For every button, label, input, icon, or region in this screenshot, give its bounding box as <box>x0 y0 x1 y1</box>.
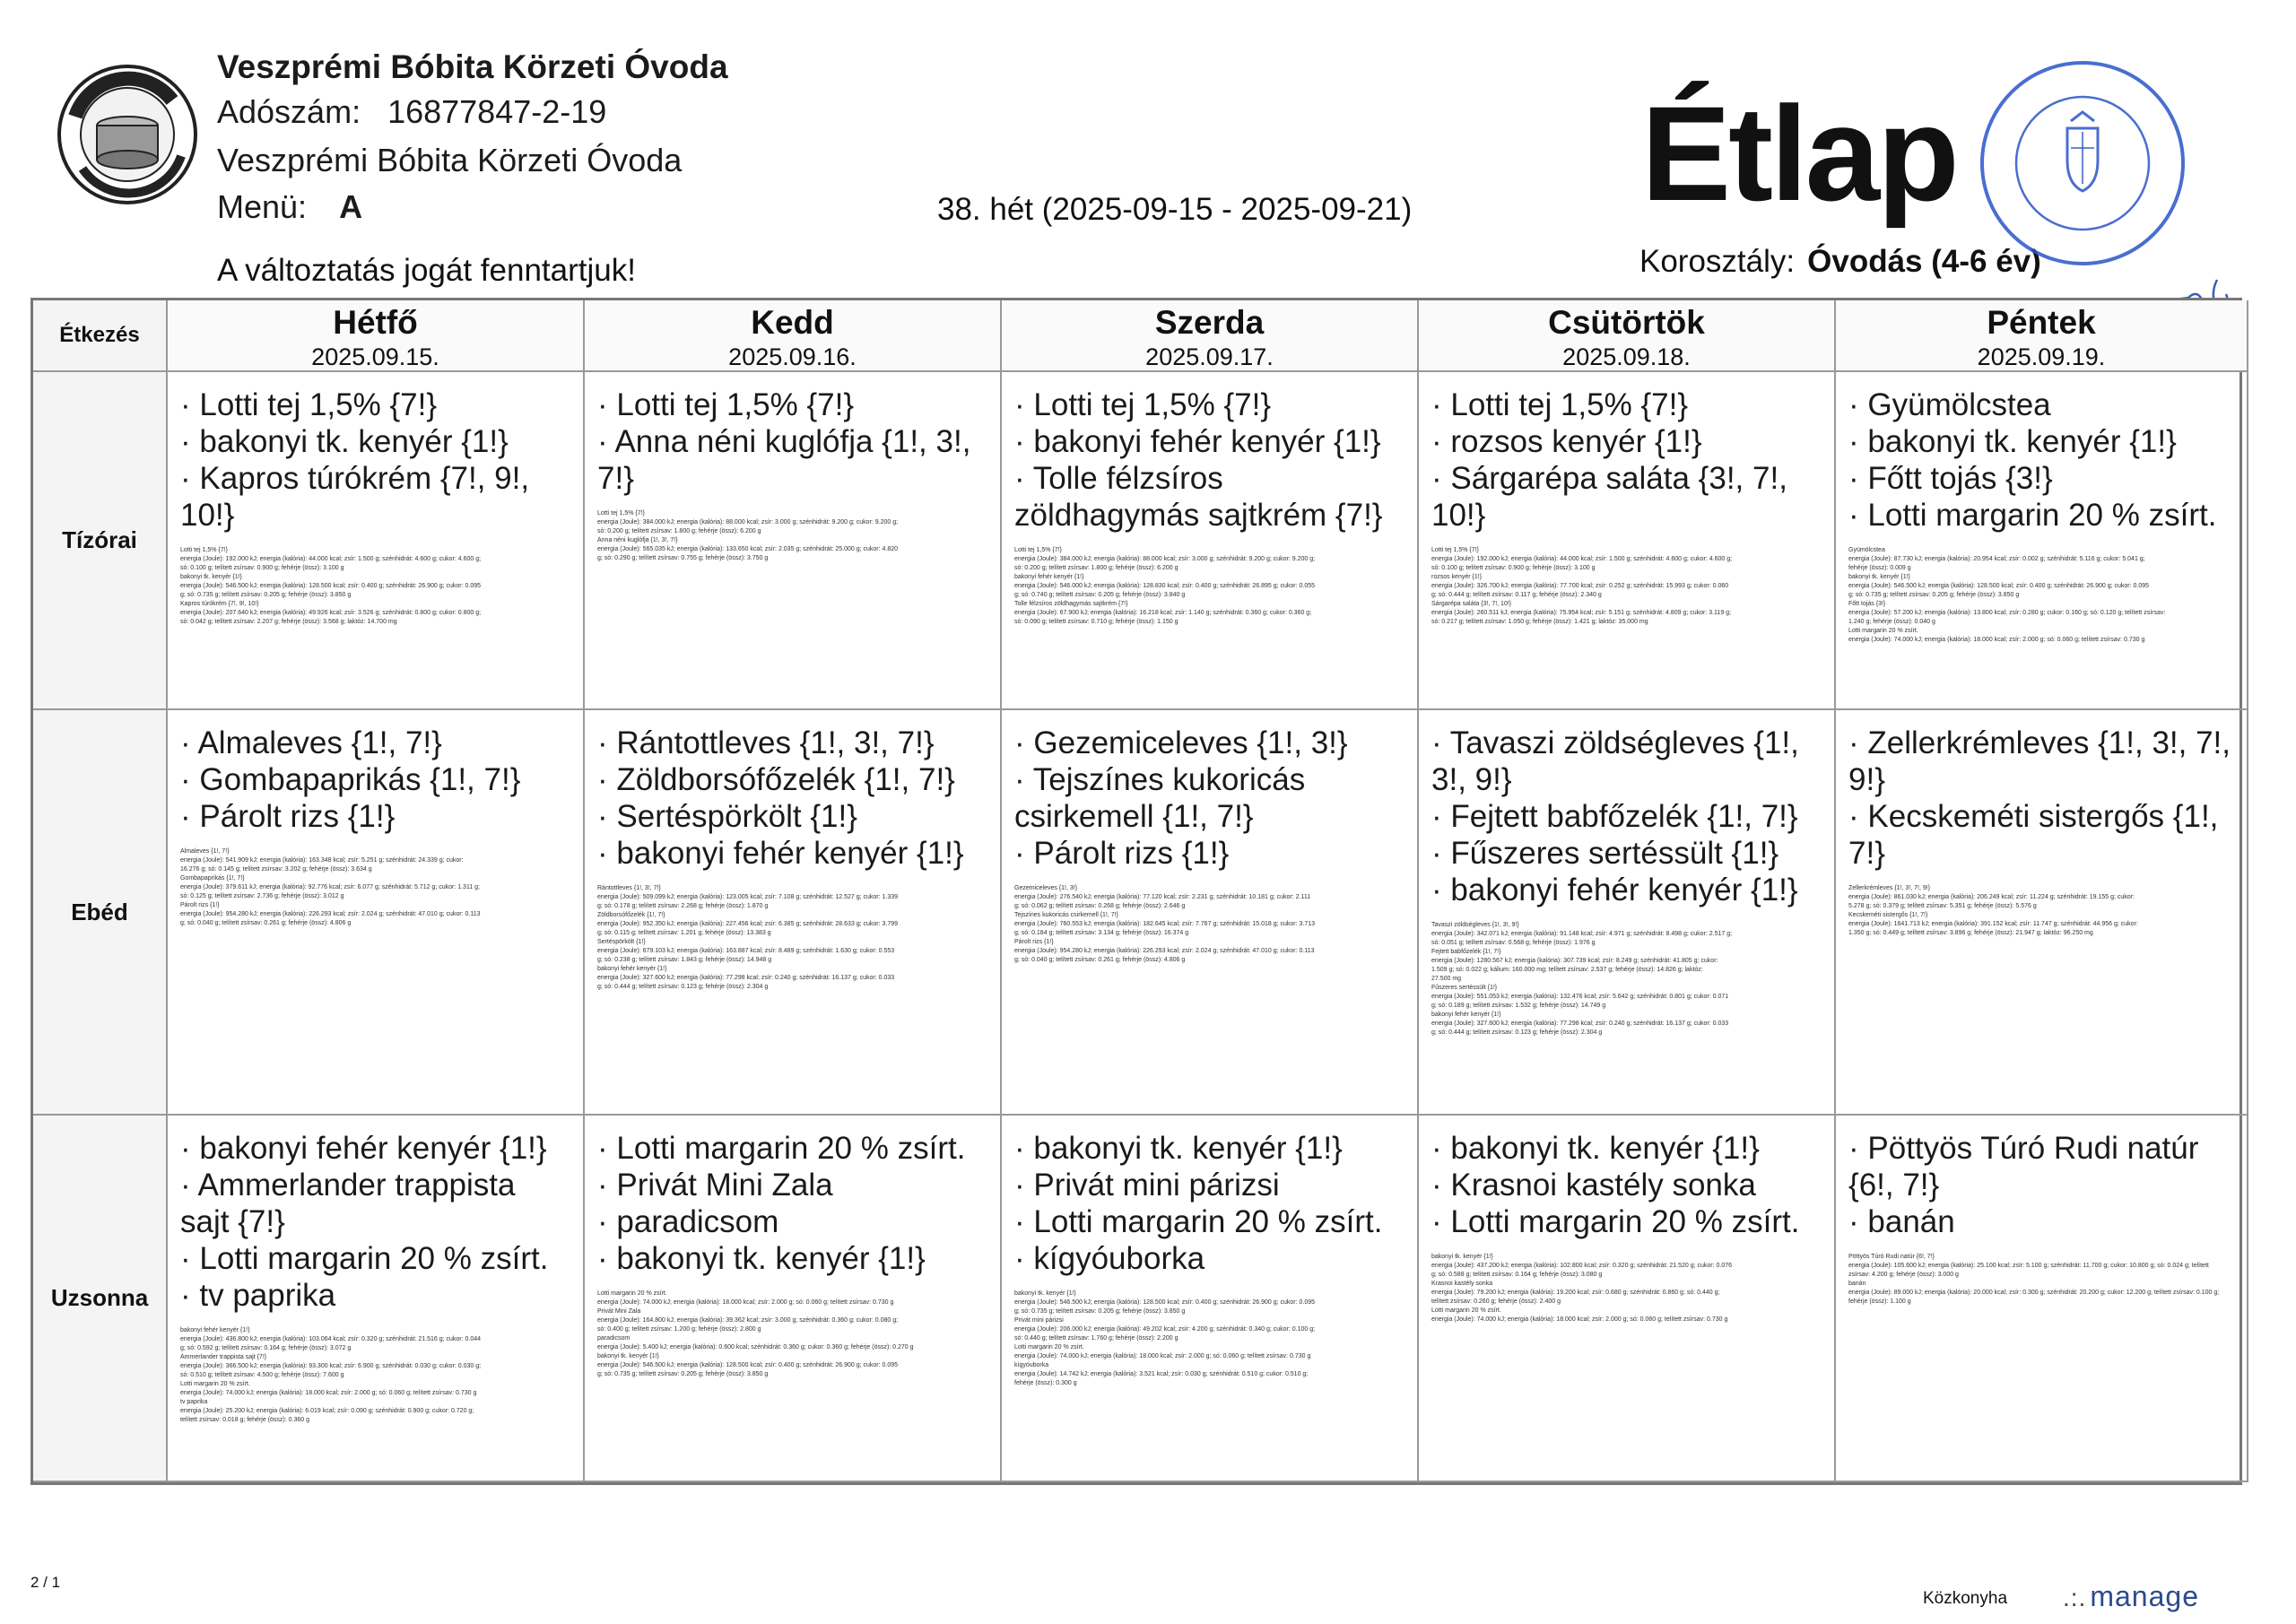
nutrition-line: g; só: 0.444 g; telített zsírsav: 0.117 g; fehérje (össz): 2.340 g <box>1431 592 1602 598</box>
menu-item: · Főtt tojás {3!} <box>1848 460 2236 497</box>
nutrition-line: energia (Joule): 679.103 kJ; energia (kalória): 163.887 kcal; zsír: 8.489 g; szénhidrát: 1.630 g; cukor: 0.553 <box>597 948 895 954</box>
nutrition-info <box>597 1290 989 1379</box>
menu-cell <box>1419 372 1836 710</box>
menu-items <box>1014 1130 1406 1277</box>
nutrition-line: energia (Joule): 541.909 kJ; energia (kalória): 163.348 kcal; zsír: 5.251 g; szénhidrát: 24.339 g; cukor: <box>180 857 464 864</box>
menu-item: · rozsos kenyér {1!} <box>1431 423 1823 460</box>
nutrition-line: Lotti tej 1,5% {7!} <box>1014 547 1062 553</box>
nutrition-line: Gombapaprikás {1!, 7!} <box>180 875 245 881</box>
menu-cell <box>1836 372 2248 710</box>
menu-items <box>1848 725 2236 872</box>
nutrition-line: energia (Joule): 1280.567 kJ; energia (kalória): 307.739 kcal; zsír: 8.249 g; szénhidrát: 41.805 g; cukor: <box>1431 958 1718 964</box>
nutrition-line: Sertéspörkölt {1!} <box>597 939 646 945</box>
menu-item: · Zellerkrémleves {1!, 3!, 7!, 9!} <box>1848 725 2236 798</box>
nutrition-line: g; só: 0.115 g; telített zsírsav: 1.201 g; fehérje (össz): 13.383 g <box>597 930 771 936</box>
menu-item: · Tejszínes kukoricás csirkemell {1!, 7!} <box>1014 761 1406 835</box>
nutrition-line: Gyümölcstea <box>1848 547 1885 553</box>
age-value: Óvodás (4-6 év) <box>1807 244 2041 279</box>
nutrition-line: Főtt tojás {3!} <box>1848 601 1886 607</box>
nutrition-line: Tavaszi zöldségleves {1!, 3!, 9!} <box>1431 922 1519 928</box>
official-stamp <box>1978 58 2188 269</box>
nutrition-line: Pöttyös Túró Rudi natúr {6!, 7!} <box>1848 1254 1935 1260</box>
nutrition-line: fehérje (össz): 1.100 g <box>1848 1298 1911 1305</box>
nutrition-info <box>597 509 989 563</box>
nutrition-line: energia (Joule): 326.700 kJ; energia (kalória): 77.700 kcal; zsír: 0.252 g; szénhidrát: 15.993 g; cukor: 0.060 <box>1431 583 1729 589</box>
menu-item: · Lotti tej 1,5% {7!} <box>1431 386 1823 423</box>
tax-number <box>217 93 606 131</box>
nutrition-line: Fejtett babfőzelék {1!, 7!} <box>1431 949 1501 955</box>
menu-item: · Fűszeres sertéssült {1!} <box>1431 835 1823 872</box>
day-date: 2025.09.17. <box>1145 343 1274 370</box>
menu-code <box>217 188 362 226</box>
institution-name-2: Veszprémi Bóbita Körzeti Óvoda <box>217 142 683 178</box>
nutrition-line: energia (Joule): 366.500 kJ; energia (kalória): 93.300 kcal; zsír: 6.900 g; szénhidrát: 0.030 g; cukor: 0.030 g; <box>180 1363 482 1369</box>
menu-item: · bakonyi fehér kenyér {1!} <box>180 1130 572 1167</box>
nutrition-line: energia (Joule): 384.000 kJ; energia (kalória): 88.000 kcal; zsír: 3.000 g; szénhidrát: 9.200 g; cukor: 9.200 g; <box>597 519 899 525</box>
menu-items <box>597 386 989 497</box>
menu-item: · Lotti tej 1,5% {7!} <box>597 386 989 423</box>
nutrition-line: só: 0.100 g; telített zsírsav: 0.900 g; fehérje (össz): 3.100 g <box>180 565 344 571</box>
nutrition-info <box>1848 546 2236 645</box>
nutrition-info <box>1848 1253 2236 1307</box>
nutrition-line: Fűszeres sertéssült {1!} <box>1431 985 1498 991</box>
nutrition-line: g; só: 0.040 g; telített zsírsav: 0.261 g; fehérje (össz): 4.806 g <box>1014 957 1186 963</box>
day-date: 2025.09.18. <box>1562 343 1691 370</box>
menu-item: · kígyóuborka <box>1014 1240 1406 1277</box>
nutrition-line: Privát Mini Zala <box>597 1308 641 1315</box>
nutrition-line: energia (Joule): 546.500 kJ; energia (kalória): 128.500 kcal; zsír: 0.400 g; szénhidrát: 26.900 g; cukor: 0.095 <box>180 583 482 589</box>
nutrition-line: Lotti margarin 20 % zsírt. <box>597 1290 667 1297</box>
nutrition-line: Almaleves {1!, 7!} <box>180 848 230 855</box>
nutrition-line: 5.278 g; só: 0.379 g; telített zsírsav: 5.351 g; fehérje (össz): 5.576 g <box>1848 903 2037 909</box>
menu-items <box>180 386 572 534</box>
nutrition-line: energia (Joule): 164.800 kJ; energia (kalória): 39.362 kcal; zsír: 3.000 g; szénhidrát: 0.360 g; cukor: 0.080 g; <box>597 1317 899 1324</box>
nutrition-line: Anna néni kuglófja {1!, 3!, 7!} <box>597 537 678 543</box>
manage-brand: manage <box>2090 1580 2199 1612</box>
nutrition-line: energia (Joule): 342.071 kJ; energia (kalória): 91.148 kcal; zsír: 4.971 g; szénhidrát: 8.498 g; cukor: 2.517 g; <box>1431 931 1733 937</box>
nutrition-line: só: 0.090 g; telített zsírsav: 0.710 g; fehérje (össz): 1.150 g <box>1014 619 1178 625</box>
nutrition-line: Lotti margarin 20 % zsírt. <box>1014 1344 1084 1350</box>
nutrition-line: energia (Joule): 25.200 kJ; energia (kalória): 6.019 kcal; zsír: 0.090 g; szénhidrát: 0.900 g; cukor: 0.720 g; <box>180 1408 474 1414</box>
nutrition-line: g; só: 0.735 g; telített zsírsav: 0.205 g; fehérje (össz): 3.850 g <box>597 1371 769 1377</box>
institution-name: Veszprémi Bóbita Körzeti Óvoda <box>217 48 728 85</box>
menu-cell <box>585 1116 1002 1482</box>
nutrition-line: bakonyi tk. kenyér {1!} <box>1431 1254 1493 1260</box>
nutrition-line: telített zsírsav: 0.018 g; fehérje (össz): 0.360 g <box>180 1417 309 1423</box>
menu-item: · Fejtett babfőzelék {1!, 7!} <box>1431 798 1823 835</box>
menu-items <box>1848 386 2236 534</box>
nutrition-info <box>180 546 572 627</box>
menu-cell <box>168 372 585 710</box>
nutrition-line: energia (Joule): 14.742 kJ; energia (kalória): 3.521 kcal; zsír: 0.030 g; szénhidrát: 0.510 g; cukor: 0.510 g; <box>1014 1371 1309 1377</box>
reserve-note: A változtatás jogát fenntartjuk! <box>217 253 636 288</box>
nutrition-line: 1.509 g; só: 0.022 g; kálium: 160.000 mg; telített zsírsav: 2.537 g; fehérje (össz): 14.826 g; laktóz: <box>1431 967 1703 973</box>
nutrition-line: Lotti margarin 20 % zsírt. <box>180 1381 250 1387</box>
nutrition-line: Zellerkrémleves {1!, 3!, 7!, 9!} <box>1848 885 1931 891</box>
nutrition-line: Párolt rizs {1!} <box>1014 939 1054 945</box>
menu-item: · Lotti margarin 20 % zsírt. <box>180 1240 572 1277</box>
nutrition-info <box>180 1326 572 1425</box>
menu-items <box>180 1130 572 1314</box>
menu-item: · bakonyi tk. kenyér {1!} <box>1848 423 2236 460</box>
nutrition-line: energia (Joule): 509.099 kJ; energia (kalória): 123.005 kcal; zsír: 7.108 g; szénhidrát: 12.527 g; cukor: 1.339 <box>597 894 899 900</box>
menu-items <box>1014 725 1406 872</box>
nutrition-line: bakonyi fehér kenyér {1!} <box>1431 1012 1501 1018</box>
footer-kitchen: Közkonyha <box>1923 1589 2008 1608</box>
nutrition-line: Zöldborsófőzelék {1!, 7!} <box>597 912 665 918</box>
day-name: Csütörtök <box>1548 304 1705 341</box>
nutrition-line: energia (Joule): 276.540 kJ; energia (kalória): 77.120 kcal; zsír: 2.231 g; szénhidrát: 10.181 g; cukor: 2.111 <box>1014 894 1311 900</box>
nutrition-line: 27.500 mg <box>1431 976 1462 982</box>
nutrition-line: 1.240 g; fehérje (össz): 0.040 g <box>1848 619 1935 625</box>
menu-item: · Ammerlander trappista sajt {7!} <box>180 1167 572 1240</box>
menu-item: · Gyümölcstea <box>1848 386 2236 423</box>
nutrition-line: Privát mini párizsi <box>1014 1317 1064 1324</box>
day-name: Hétfő <box>333 304 418 341</box>
menu-cell <box>168 710 585 1116</box>
menu-cell <box>1002 710 1419 1116</box>
nutrition-info <box>1014 884 1406 965</box>
nutrition-line: g; só: 0.444 g; telített zsírsav: 0.123 g; fehérje (össz): 2.304 g <box>597 984 769 990</box>
nutrition-info <box>1014 546 1406 627</box>
menu-cell <box>585 710 1002 1116</box>
week-range: 38. hét (2025-09-15 - 2025-09-21) <box>937 192 1413 227</box>
nutrition-line: bakonyi fehér kenyér {1!} <box>597 966 667 972</box>
nutrition-line: fehérje (össz): 0.009 g <box>1848 565 1911 571</box>
nutrition-line: Kapros túrókrém {7!, 9!, 10!} <box>180 601 259 607</box>
menu-cell <box>168 1116 585 1482</box>
nutrition-line: energia (Joule): 954.280 kJ; energia (kalória): 226.293 kcal; zsír: 2.024 g; szénhidrát: 47.010 g; cukor: 0.113 <box>1014 948 1315 954</box>
nutrition-line: g; só: 0.040 g; telített zsírsav: 0.261 g; fehérje (össz): 4.806 g <box>180 920 352 926</box>
nutrition-line: Ammerlander trappista sajt {7!} <box>180 1354 267 1360</box>
nutrition-line: paradicsom <box>597 1335 631 1342</box>
nutrition-line: g; só: 0.735 g; telített zsírsav: 0.205 g; fehérje (össz): 3.850 g <box>1848 592 2020 598</box>
nutrition-line: só: 0.051 g; telített zsírsav: 0.568 g; fehérje (össz): 1.976 g <box>1431 940 1596 946</box>
menu-item: · bakonyi tk. kenyér {1!} <box>180 423 572 460</box>
menu-cell <box>1419 1116 1836 1482</box>
nutrition-line: Tejszínes kukoricás csirkemell {1!, 7!} <box>1014 912 1118 918</box>
nutrition-line: g; só: 0.238 g; telített zsírsav: 1.843 g; fehérje (össz): 14.948 g <box>597 957 772 963</box>
menu-items <box>597 1130 989 1277</box>
menu-item: · Párolt rizs {1!} <box>1014 835 1406 872</box>
nutrition-line: Párolt rizs {1!} <box>180 902 220 908</box>
day-name: Szerda <box>1154 304 1265 341</box>
nutrition-line: telített zsírsav: 0.260 g; fehérje (össz): 2.400 g <box>1431 1298 1561 1305</box>
menu-item: · Párolt rizs {1!} <box>180 798 572 835</box>
nutrition-line: energia (Joule): 206.000 kJ; energia (kalória): 49.202 kcal; zsír: 4.200 g; szénhidrát: 0.340 g; cukor: 0.100 g; <box>1014 1326 1316 1333</box>
nutrition-line: bakonyi tk. kenyér {1!} <box>597 1353 659 1359</box>
menu-items <box>1848 1130 2236 1240</box>
nutrition-line: Lotti margarin 20 % zsírt. <box>1431 1307 1501 1314</box>
menu-items <box>1431 725 1823 908</box>
nutrition-line: kígyóuborka <box>1014 1362 1049 1368</box>
menu-item: · Kapros túrókrém {7!, 9!, 10!} <box>180 460 572 534</box>
menu-cell <box>1002 1116 1419 1482</box>
nutrition-line: bakonyi tk. kenyér {1!} <box>180 574 242 580</box>
menu-item: · bakonyi tk. kenyér {1!} <box>1431 1130 1823 1167</box>
menu-item: · Lotti margarin 20 % zsírt. <box>597 1130 989 1167</box>
nutrition-line: tv paprika <box>180 1399 208 1405</box>
nutrition-line: energia (Joule): 546.000 kJ; energia (kalória): 128.830 kcal; zsír: 0.400 g; szénhidrát: 26.895 g; cukor: 0.055 <box>1014 583 1316 589</box>
nutrition-line: g; só: 0.189 g; telített zsírsav: 1.532 g; fehérje (össz): 14.749 g <box>1431 1003 1606 1009</box>
menu-item: · Krasnoi kastély sonka <box>1431 1167 1823 1203</box>
meal-label: Uzsonna <box>33 1116 168 1482</box>
nutrition-line: bakonyi fehér kenyér {1!} <box>180 1327 250 1333</box>
day-name: Kedd <box>751 304 834 341</box>
nutrition-line: só: 0.510 g; telített zsírsav: 4.500 g; fehérje (össz): 7.600 g <box>180 1372 344 1378</box>
nutrition-line: energia (Joule): 74.000 kJ; energia (kalória): 18.000 kcal; zsír: 2.000 g; só: 0.060 g; telített zsírsav: 0.730 g <box>1014 1353 1311 1359</box>
menu-label: Menü: <box>217 188 308 225</box>
nutrition-line: g; só: 0.588 g; telített zsírsav: 0.164 g; fehérje (össz): 3.080 g <box>1431 1272 1603 1278</box>
nutrition-line: energia (Joule): 74.000 kJ; energia (kalória): 18.000 kcal; zsír: 2.000 g; só: 0.060 g; telített zsírsav: 0.730 g <box>1848 637 2145 643</box>
menu-item: · Almaleves {1!, 7!} <box>180 725 572 761</box>
menu-item: · Lotti margarin 20 % zsírt. <box>1431 1203 1823 1240</box>
nutrition-info <box>1848 884 2236 938</box>
menu-item: · bakonyi tk. kenyér {1!} <box>1014 1130 1406 1167</box>
menu-item: · bakonyi fehér kenyér {1!} <box>1431 872 1823 908</box>
nutrition-line: energia (Joule): 565.035 kJ; energia (kalória): 133.650 kcal; zsír: 2.035 g; szénhidrát: 25.000 g; cukor: 4.820 <box>597 546 899 552</box>
nutrition-line: energia (Joule): 207.640 kJ; energia (kalória): 49.926 kcal; zsír: 3.526 g; szénhidrát: 0.800 g; cukor: 0.800 g; <box>180 610 482 616</box>
menu-item: · Gezemiceleves {1!, 3!} <box>1014 725 1406 761</box>
nutrition-info <box>1014 1290 1406 1388</box>
nutrition-info <box>597 884 989 992</box>
menu-item: · Sertéspörkölt {1!} <box>597 798 989 835</box>
meal-label: Ebéd <box>33 710 168 1116</box>
nutrition-line: só: 0.200 g; telített zsírsav: 1.800 g; fehérje (össz): 6.200 g <box>1014 565 1178 571</box>
menu-cell <box>585 372 1002 710</box>
nutrition-line: energia (Joule): 546.500 kJ; energia (kalória): 128.500 kcal; zsír: 0.400 g; szénhidrát: 26.900 g; cukor: 0.095 <box>1014 1299 1316 1306</box>
nutrition-line: energia (Joule): 861.030 kJ; energia (kalória): 206.249 kcal; zsír: 11.224 g; szénhidrát: 19.155 g; cukor: <box>1848 894 2135 900</box>
menu-item: · paradicsom <box>597 1203 989 1240</box>
menu-item: · Zöldborsófőzelék {1!, 7!} <box>597 761 989 798</box>
menu-item: · bakonyi fehér kenyér {1!} <box>1014 423 1406 460</box>
day-header <box>168 300 585 372</box>
nutrition-line: fehérje (össz): 0.300 g <box>1014 1380 1077 1386</box>
nutrition-line: bakonyi tk. kenyér {1!} <box>1014 1290 1076 1297</box>
nutrition-info <box>1431 921 1823 1038</box>
menu-item: · Lotti tej 1,5% {7!} <box>1014 386 1406 423</box>
nutrition-line: energia (Joule): 384.000 kJ; energia (kalória): 88.000 kcal; zsír: 3.000 g; szénhidrát: 9.200 g; cukor: 9.200 g; <box>1014 556 1316 562</box>
nutrition-line: energia (Joule): 952.350 kJ; energia (kalória): 227.456 kcal; zsír: 6.385 g; szénhidrát: 28.633 g; cukor: 3.799 <box>597 921 899 927</box>
tax-label: Adószám: <box>217 93 361 130</box>
nutrition-line: energia (Joule): 57.200 kJ; energia (kalória): 13.800 kcal; zsír: 0.280 g; cukor: 0.160 g; só: 0.120 g; telített zsírsav: <box>1848 610 2166 616</box>
menu-item: · Tavaszi zöldségleves {1!, 3!, 9!} <box>1431 725 1823 798</box>
menu-items <box>597 725 989 872</box>
nutrition-line: energia (Joule): 260.511 kJ; energia (kalória): 75.954 kcal; zsír: 5.151 g; szénhidrát: 4.809 g; cukor: 3.119 g; <box>1431 610 1731 616</box>
nutrition-line: energia (Joule): 546.500 kJ; energia (kalória): 128.500 kcal; zsír: 0.400 g; szénhidrát: 26.900 g; cukor: 0.095 <box>1848 583 2150 589</box>
menu-table <box>30 298 2242 1485</box>
nutrition-line: Sárgarépa saláta {3!, 7!, 10!} <box>1431 601 1512 607</box>
nutrition-line: g; só: 0.062 g; telített zsírsav: 0.268 g; fehérje (össz): 2.646 g <box>1014 903 1186 909</box>
nutrition-line: energia (Joule): 327.600 kJ; energia (kalória): 77.298 kcal; zsír: 0.240 g; szénhidrát: 16.137 g; cukor: 0.033 <box>1431 1020 1729 1027</box>
nutrition-line: g; só: 0.184 g; telített zsírsav: 3.134 g; fehérje (össz): 16.374 g <box>1014 930 1189 936</box>
nutrition-line: g; só: 0.592 g; telített zsírsav: 0.164 g; fehérje (össz): 3.072 g <box>180 1345 352 1351</box>
nutrition-line: energia (Joule): 89.000 kJ; energia (kalória): 20.000 kcal; zsír: 0.300 g; szénhidrát: 20.200 g; cukor: 12.200 g; telített zsírsav: 0.100 g; <box>1848 1290 2220 1296</box>
menu-cell <box>1419 710 1836 1116</box>
manage-dots-icon: .:. <box>2063 1584 2087 1611</box>
day-header <box>1419 300 1836 372</box>
nutrition-line: energia (Joule): 379.611 kJ; energia (kalória): 92.776 kcal; zsír: 6.077 g; szénhidrát: 5.712 g; cukor: 1.311 g; <box>180 884 480 890</box>
nutrition-line: só: 0.400 g; telített zsírsav: 1.200 g; fehérje (össz): 2.800 g <box>597 1326 761 1333</box>
menu-item: · bakonyi tk. kenyér {1!} <box>597 1240 989 1277</box>
menu-item: · Kecskeméti sistergős {1!, 7!} <box>1848 798 2236 872</box>
nutrition-line: 1.350 g; só: 0.449 g; telített zsírsav: 3.896 g; fehérje (össz): 21.947 g; laktóz: 96.250 mg <box>1848 930 2093 936</box>
menu-item: · Anna néni kuglófja {1!, 3!, 7!} <box>597 423 989 497</box>
nutrition-line: só: 0.125 g; telített zsírsav: 2.736 g; fehérje (össz): 3.012 g <box>180 893 344 899</box>
day-header <box>1836 300 2248 372</box>
menu-items <box>1431 1130 1823 1240</box>
meal-column-header: Étkezés <box>33 300 168 372</box>
menu-item: · Privát mini párizsi <box>1014 1167 1406 1203</box>
menu-item: · tv paprika <box>180 1277 572 1314</box>
nutrition-line: rozsos kenyér {1!} <box>1431 574 1483 580</box>
nutrition-info <box>180 847 572 928</box>
nutrition-line: energia (Joule): 1641.713 kJ; energia (kalória): 391.152 kcal; zsír: 11.747 g; szénhidrát: 44.956 g; cukor: <box>1848 921 2138 927</box>
nutrition-line: g; só: 0.178 g; telített zsírsav: 2.268 g; fehérje (össz): 1.870 g <box>597 903 769 909</box>
day-name: Péntek <box>1987 304 2096 341</box>
nutrition-info <box>1431 1253 1823 1324</box>
nutrition-line: energia (Joule): 760.553 kJ; energia (kalória): 182.645 kcal; zsír: 7.767 g; szénhidrát: 15.018 g; cukor: 3.713 <box>1014 921 1316 927</box>
nutrition-info <box>1431 546 1823 627</box>
nutrition-line: Lotti margarin 20 % zsírt. <box>1848 628 1918 634</box>
nutrition-line: Rántottleves {1!, 3!, 7!} <box>597 885 661 891</box>
nutrition-line: energia (Joule): 105.600 kJ; energia (kalória): 25.100 kcal; zsír: 5.100 g; szénhidrát: 11.700 g; cukor: 10.800 g; só: 0.024 g; telített <box>1848 1263 2209 1269</box>
page-title: Étlap <box>1641 78 1957 229</box>
menu-items <box>180 725 572 835</box>
nutrition-line: energia (Joule): 192.000 kJ; energia (kalória): 44.000 kcal; zsír: 1.500 g; szénhidrát: 4.600 g; cukor: 4.600 g; <box>1431 556 1733 562</box>
meal-label: Tízórai <box>33 372 168 710</box>
menu-item: · Privát Mini Zala <box>597 1167 989 1203</box>
menu-cell <box>1002 372 1419 710</box>
nutrition-line: Krasnoi kastély sonka <box>1431 1281 1493 1287</box>
menu-item: · Gombapaprikás {1!, 7!} <box>180 761 572 798</box>
nutrition-line: energia (Joule): 87.730 kJ; energia (kalória): 20.954 kcal; zsír: 0.002 g; szénhidrát: 5.116 g; cukor: 5.041 g; <box>1848 556 2145 562</box>
menu-item: · Rántottleves {1!, 3!, 7!} <box>597 725 989 761</box>
menu-item: · Pöttyös Túró Rudi natúr {6!, 7!} <box>1848 1130 2236 1203</box>
menu-value: A <box>339 188 363 225</box>
menu-item: · banán <box>1848 1203 2236 1240</box>
nutrition-line: energia (Joule): 327.600 kJ; energia (kalória): 77.298 kcal; zsír: 0.240 g; szénhidrát: 16.137 g; cukor: 0.033 <box>597 975 895 981</box>
nutrition-line: energia (Joule): 74.000 kJ; energia (kalória): 18.000 kcal; zsír: 2.000 g; só: 0.060 g; telített zsírsav: 0.730 g <box>1431 1316 1728 1323</box>
nutrition-line: só: 0.100 g; telített zsírsav: 0.900 g; fehérje (össz): 3.100 g <box>1431 565 1596 571</box>
nutrition-line: 16.276 g; só: 0.145 g; telített zsírsav: 3.202 g; fehérje (össz): 3.634 g <box>180 866 372 873</box>
nutrition-line: energia (Joule): 192.000 kJ; energia (kalória): 44.000 kcal; zsír: 1.500 g; szénhidrát: 4.600 g; cukor: 4.600 g; <box>180 556 482 562</box>
nutrition-line: Lotti tej 1,5% {7!} <box>597 510 645 517</box>
nutrition-line: Gezemiceleves {1!, 3!} <box>1014 885 1078 891</box>
nutrition-line: g; só: 0.735 g; telített zsírsav: 0.205 g; fehérje (össz): 3.850 g <box>180 592 352 598</box>
day-date: 2025.09.19. <box>1977 343 2106 370</box>
nutrition-line: bakonyi tk. kenyér {1!} <box>1848 574 1910 580</box>
nutrition-line: energia (Joule): 436.800 kJ; energia (kalória): 103.064 kcal; zsír: 0.320 g; szénhidrát: 21.516 g; cukor: 0.044 <box>180 1336 482 1342</box>
nutrition-line: energia (Joule): 74.000 kJ; energia (kalória): 18.000 kcal; zsír: 2.000 g; só: 0.060 g; telített zsírsav: 0.730 g <box>180 1390 477 1396</box>
nutrition-line: energia (Joule): 551.053 kJ; energia (kalória): 132.476 kcal; zsír: 5.642 g; szénhidrát: 0.801 g; cukor: 0.071 <box>1431 994 1729 1000</box>
menu-items <box>1014 386 1406 534</box>
menu-item: · Lotti tej 1,5% {7!} <box>180 386 572 423</box>
nutrition-line: banán <box>1848 1281 1866 1287</box>
kozkonyha-logo <box>56 63 199 206</box>
nutrition-line: energia (Joule): 546.500 kJ; energia (kalória): 128.500 kcal; zsír: 0.400 g; szénhidrát: 26.900 g; cukor: 0.095 <box>597 1362 899 1368</box>
menu-cell <box>1836 710 2248 1116</box>
nutrition-line: g; só: 0.444 g; telített zsírsav: 0.123 g; fehérje (össz): 2.304 g <box>1431 1029 1603 1036</box>
menu-items <box>1431 386 1823 534</box>
menu-cell <box>1836 1116 2248 1482</box>
menu-item: · Tolle félzsíros zöldhagymás sajtkrém {7!} <box>1014 460 1406 534</box>
nutrition-line: bakonyi fehér kenyér {1!} <box>1014 574 1084 580</box>
nutrition-line: só: 0.217 g; telített zsírsav: 1.050 g; fehérje (össz): 1.421 g; laktóz: 35.000 mg <box>1431 619 1648 625</box>
nutrition-line: Tolle félzsíros zöldhagymás sajtkrém {7!} <box>1014 601 1128 607</box>
nutrition-line: Lotti tej 1,5% {7!} <box>1431 547 1479 553</box>
menu-item: · Lotti margarin 20 % zsírt. <box>1848 497 2236 534</box>
nutrition-line: energia (Joule): 74.000 kJ; energia (kalória): 18.000 kcal; zsír: 2.000 g; só: 0.060 g; telített zsírsav: 0.730 g <box>597 1299 894 1306</box>
nutrition-line: energia (Joule): 954.280 kJ; energia (kalória): 226.293 kcal; zsír: 2.024 g; szénhidrát: 47.010 g; cukor: 0.113 <box>180 911 481 917</box>
menu-item: · bakonyi fehér kenyér {1!} <box>597 835 989 872</box>
day-date: 2025.09.16. <box>728 343 857 370</box>
menu-item: · Lotti margarin 20 % zsírt. <box>1014 1203 1406 1240</box>
day-date: 2025.09.15. <box>311 343 439 370</box>
nutrition-line: energia (Joule): 5.400 kJ; energia (kalória): 0.600 kcal; szénhidrát: 0.360 g; cukor: 0.360 g; fehérje (össz): 0.270 g <box>597 1344 914 1350</box>
nutrition-line: Lotti tej 1,5% {7!} <box>180 547 228 553</box>
tax-value: 16877847-2-19 <box>387 93 607 130</box>
nutrition-line: energia (Joule): 67.900 kJ; energia (kalória): 16.218 kcal; zsír: 1.140 g; szénhidrát: 0.360 g; cukor: 0.360 g; <box>1014 610 1312 616</box>
page-number: 2 / 1 <box>30 1574 61 1591</box>
day-header <box>1002 300 1419 372</box>
menu-item: · Sárgarépa saláta {3!, 7!, 10!} <box>1431 460 1823 534</box>
manage-logo <box>2063 1580 2199 1613</box>
nutrition-line: Kecskeméti sistergős {1!, 7!} <box>1848 912 1928 918</box>
day-header <box>585 300 1002 372</box>
age-label: Korosztály: <box>1639 244 1796 279</box>
nutrition-line: g; só: 0.740 g; telített zsírsav: 0.205 g; fehérje (össz): 3.840 g <box>1014 592 1186 598</box>
nutrition-line: só: 0.042 g; telített zsírsav: 2.207 g; fehérje (össz): 3.568 g; laktóz: 14.700 mg <box>180 619 397 625</box>
nutrition-line: energia (Joule): 437.200 kJ; energia (kalória): 102.800 kcal; zsír: 0.320 g; szénhidrát: 21.520 g; cukor: 0.076 <box>1431 1263 1733 1269</box>
nutrition-line: g; só: 0.735 g; telített zsírsav: 0.205 g; fehérje (össz): 3.850 g <box>1014 1308 1186 1315</box>
nutrition-line: zsírsav: 4.200 g; fehérje (össz): 3.000 g <box>1848 1272 1959 1278</box>
nutrition-line: só: 0.200 g; telített zsírsav: 1.800 g; fehérje (össz): 6.200 g <box>597 528 761 534</box>
nutrition-line: g; só: 0.290 g; telített zsírsav: 0.755 g; fehérje (össz): 3.750 g <box>597 555 769 561</box>
nutrition-line: energia (Joule): 79.200 kJ; energia (kalória): 19.200 kcal; zsír: 0.680 g; szénhidrát: 0.860 g; só: 0.440 g; <box>1431 1290 1720 1296</box>
nutrition-line: só: 0.440 g; telített zsírsav: 1.760 g; fehérje (össz): 2.200 g <box>1014 1335 1178 1342</box>
